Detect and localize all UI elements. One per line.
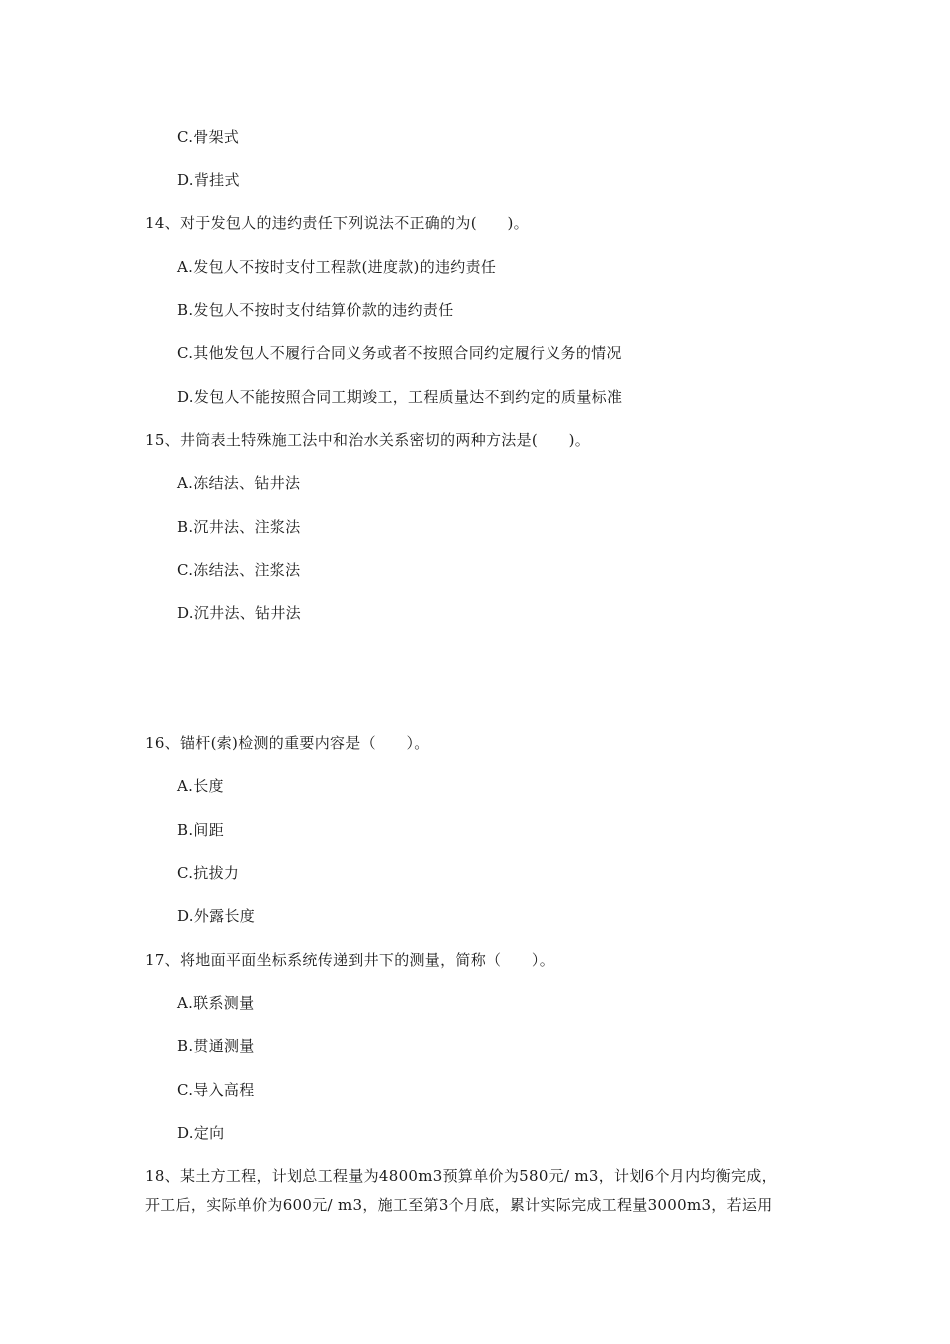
- q18-stem-line-2: 开工后，实际单价为600元/ m3，施工至第3个月底，累计实际完成工程量3000m3，若运用: [145, 1196, 773, 1214]
- q13-option-d: D.背挂式: [177, 171, 240, 189]
- q15-option-a: A.冻结法、钻井法: [177, 474, 301, 492]
- q14-option-d: D.发包人不能按照合同工期竣工，工程质量达不到约定的质量标准: [177, 388, 623, 406]
- q16-option-b: B.间距: [177, 821, 224, 839]
- q14-stem: 14、对于发包人的违约责任下列说法不正确的为( )。: [145, 214, 529, 232]
- q16-option-d: D.外露长度: [177, 907, 256, 925]
- q15-stem: 15、井筒表土特殊施工法中和治水关系密切的两种方法是( )。: [145, 431, 591, 449]
- q16-option-a: A.长度: [177, 777, 224, 795]
- q15-option-c: C.冻结法、注浆法: [177, 561, 301, 579]
- q15-option-b: B.沉井法、注浆法: [177, 518, 301, 536]
- q17-option-c: C.导入高程: [177, 1081, 255, 1099]
- q17-option-a: A.联系测量: [177, 994, 255, 1012]
- q16-option-c: C.抗拔力: [177, 864, 240, 882]
- q14-option-b: B.发包人不按时支付结算价款的违约责任: [177, 301, 454, 319]
- q15-option-d: D.沉井法、钻井法: [177, 604, 301, 622]
- q17-option-d: D.定向: [177, 1124, 225, 1142]
- q14-option-a: A.发包人不按时支付工程款(进度款)的违约责任: [177, 258, 497, 276]
- q16-stem: 16、锚杆(索)检测的重要内容是（ ）。: [145, 734, 430, 752]
- q13-option-c: C.骨架式: [177, 128, 240, 146]
- q14-option-c: C.其他发包人不履行合同义务或者不按照合同约定履行义务的情况: [177, 344, 622, 362]
- q17-stem: 17、将地面平面坐标系统传递到井下的测量，简称（ ）。: [145, 951, 555, 969]
- q18-stem-line-1: 18、某土方工程，计划总工程量为4800m3预算单价为580元/ m3，计划6个月内均衡完成，: [145, 1167, 777, 1185]
- q17-option-b: B.贯通测量: [177, 1037, 255, 1055]
